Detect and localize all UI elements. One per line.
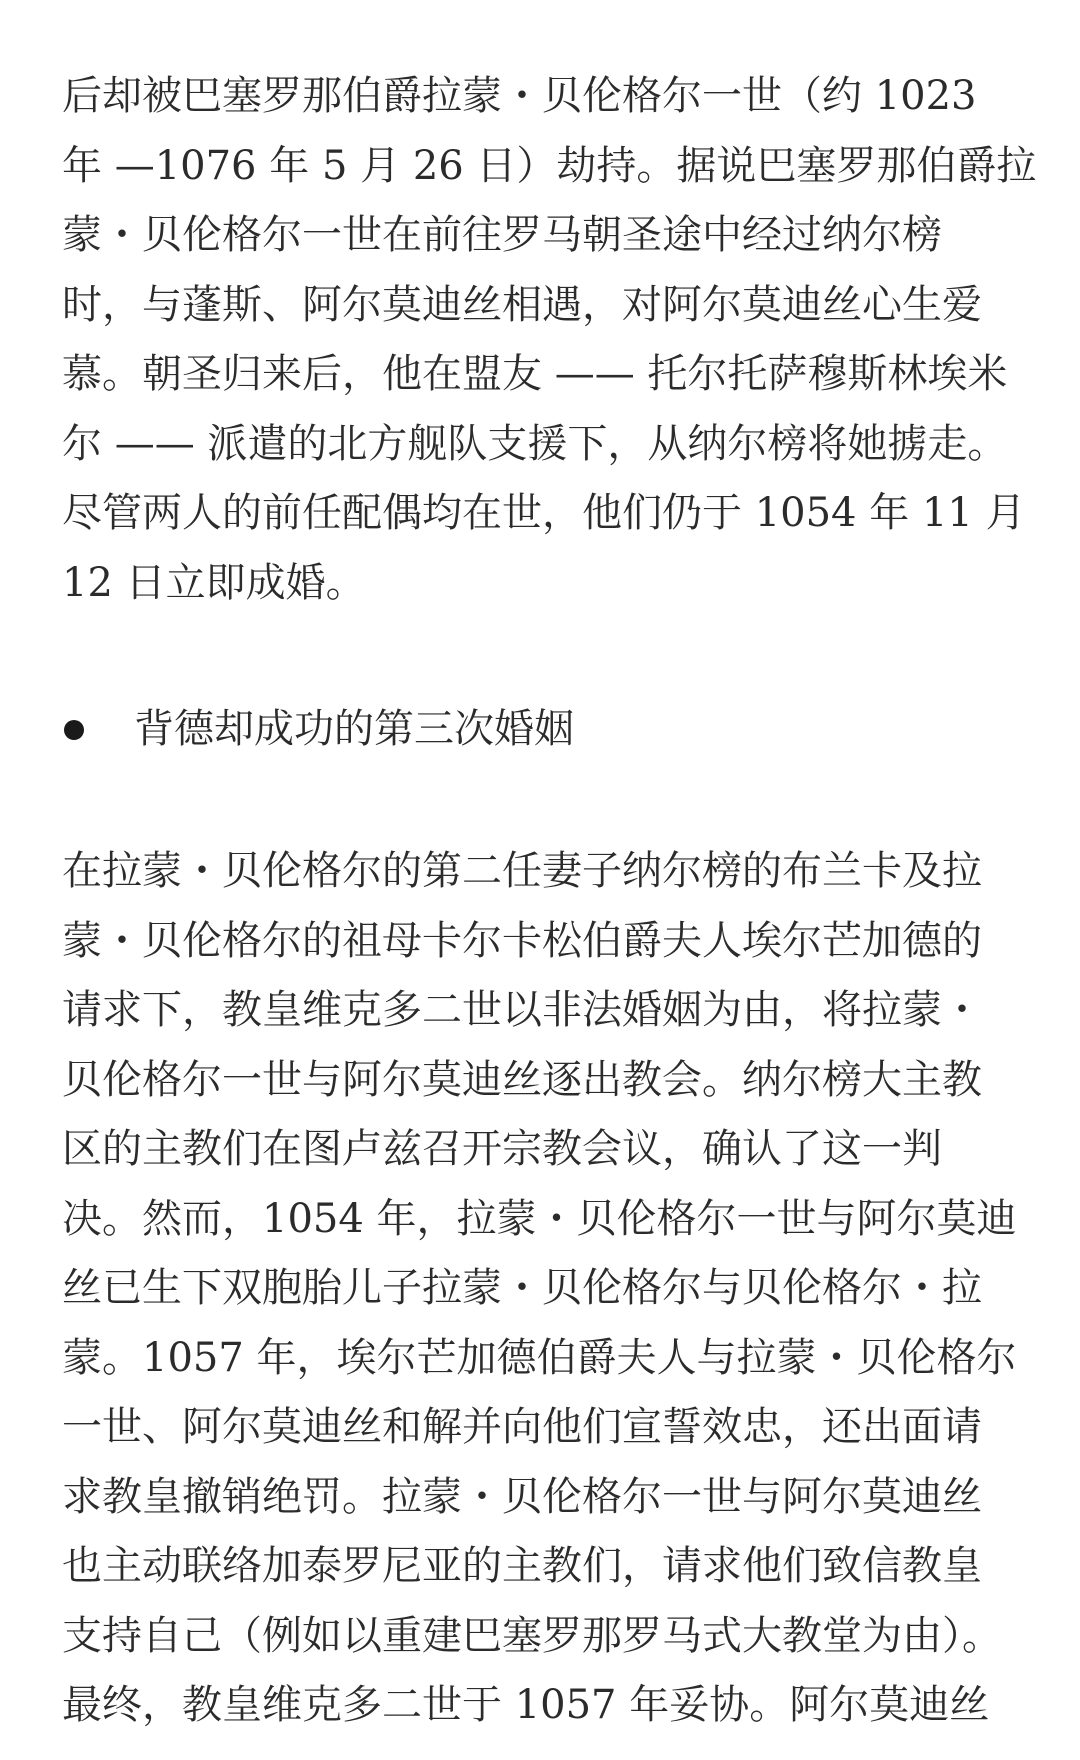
text-line: 尽管两人的前任配偶均在世，他们仍于 1054 年 11 月: [62, 490, 1026, 536]
paragraph-2: [62, 837, 1017, 1741]
text-line: 蒙・贝伦格尔的祖母卡尔卡松伯爵夫人埃尔芒加德的: [62, 917, 982, 964]
text-line: 一世、阿尔莫迪丝和解并向他们宣誓效忠，还出面请: [62, 1404, 982, 1450]
text-line: 支持自己（例如以重建巴塞罗那罗马式大教堂为由）。: [62, 1612, 1002, 1659]
text-line: 区的主教们在图卢兹召开宗教会议，确认了这一判: [62, 1126, 942, 1172]
article-body: [62, 0, 1037, 1728]
text-line: 请求下，教皇维克多二世以非法婚姻为由，将拉蒙・: [62, 987, 982, 1033]
bullet-text: 背德却成功的第三次婚姻: [134, 706, 574, 752]
text-line: 求教皇撤销绝罚。拉蒙・贝伦格尔一世与阿尔莫迪丝: [62, 1473, 982, 1520]
text-line: 尔 —— 派遣的北方舰队支援下，从纳尔榜将她掳走。: [62, 420, 1008, 467]
text-line: 时，与蓬斯、阿尔莫迪丝相遇，对阿尔莫迪丝心生爱: [62, 281, 982, 328]
bullet-item: [62, 695, 574, 765]
text-line: 慕。朝圣归来后，他在盟友 —— 托尔托萨穆斯林埃米: [62, 351, 1008, 397]
text-line: 最终，教皇维克多二世于 1057 年妥协。阿尔莫迪丝: [62, 1682, 990, 1728]
paragraph-1: [62, 0, 1037, 618]
text-line: 决。然而，1054 年，拉蒙・贝伦格尔一世与阿尔莫迪: [62, 1195, 1017, 1242]
text-line: 蒙。1057 年，埃尔芒加德伯爵夫人与拉蒙・贝伦格尔: [62, 1334, 1017, 1381]
text-line: 也主动联络加泰罗尼亚的主教们，请求他们致信教皇: [62, 1543, 982, 1589]
text-line: 后却被巴塞罗那伯爵拉蒙・贝伦格尔一世（约 1023: [62, 73, 977, 119]
text-line: 在拉蒙・贝伦格尔的第二任妻子纳尔榜的布兰卡及拉: [62, 848, 982, 894]
text-line: 12 日立即成婚。: [62, 559, 366, 606]
text-line: 贝伦格尔一世与阿尔莫迪丝逐出教会。纳尔榜大主教: [62, 1056, 982, 1103]
bullet-dot-icon: [64, 720, 84, 740]
text-line: 蒙・贝伦格尔一世在前往罗马朝圣途中经过纳尔榜: [62, 212, 942, 258]
text-line: 丝已生下双胞胎儿子拉蒙・贝伦格尔与贝伦格尔・拉: [62, 1265, 982, 1311]
text-line: 年 —1076 年 5 月 26 日）劫持。据说巴塞罗那伯爵拉: [62, 142, 1037, 189]
